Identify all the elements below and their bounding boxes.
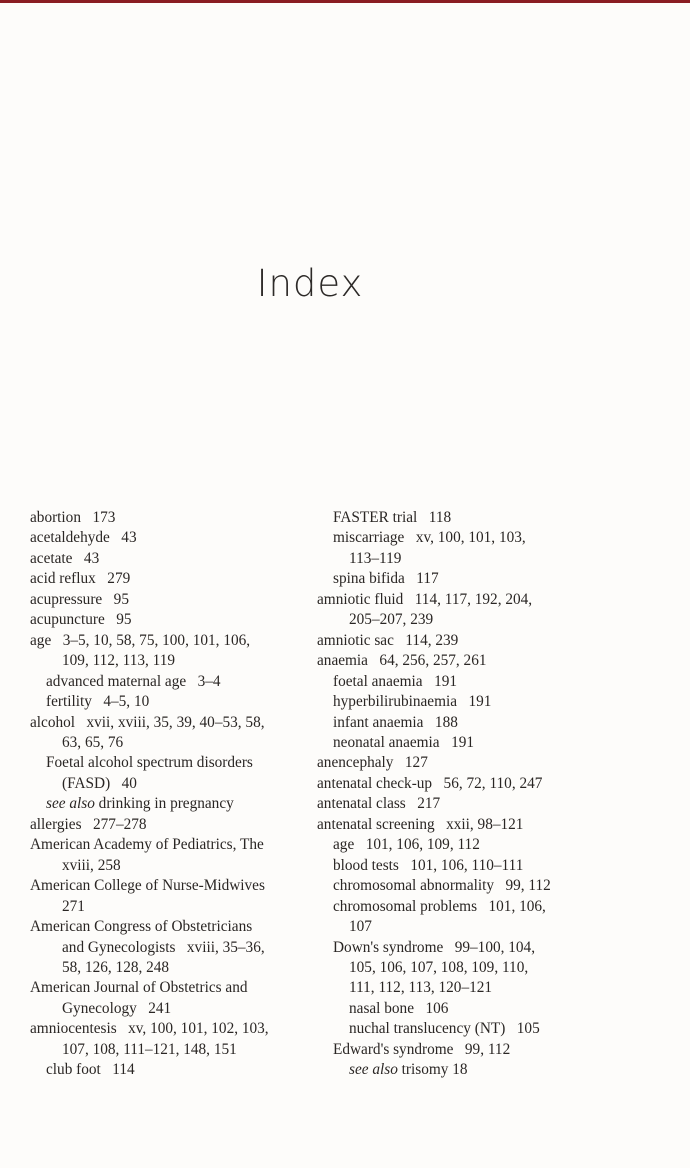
index-entry: (FASD) 40 [62, 774, 137, 792]
index-entry: antenatal check-up 56, 72, 110, 247 [317, 774, 543, 792]
index-entry: Edward's syndrome 99, 112 [333, 1040, 511, 1058]
index-entry: antenatal screening xxii, 98–121 [317, 815, 524, 833]
index-entry: acetate 43 [30, 549, 100, 567]
index-entry: hyperbilirubinaemia 191 [333, 693, 492, 711]
index-entry: 58, 126, 128, 248 [62, 958, 170, 976]
index-entry: amniocentesis xv, 100, 101, 102, 103, [30, 1020, 269, 1038]
index-entry: see also drinking in pregnancy [46, 795, 234, 813]
index-entry: 63, 65, 76 [62, 733, 124, 751]
index-entry: fertility 4–5, 10 [46, 693, 150, 711]
index-entry: acupuncture 95 [30, 611, 132, 629]
index-entry: acetaldehyde 43 [30, 529, 137, 547]
index-entry: American Academy of Pediatrics, The [30, 836, 264, 854]
index-entry: 105, 106, 107, 108, 109, 110, [349, 958, 529, 976]
index-entry: alcohol xvii, xviii, 35, 39, 40–53, 58, [30, 713, 265, 731]
index-entry: anencephaly 127 [317, 754, 428, 772]
index-entry: age 101, 106, 109, 112 [333, 836, 480, 854]
index-column-right [317, 508, 617, 1081]
index-entry: advanced maternal age 3–4 [46, 672, 221, 690]
index-entry: miscarriage xv, 100, 101, 103, [333, 529, 526, 547]
index-entry: neonatal anaemia 191 [333, 733, 475, 751]
index-entry: abortion 173 [30, 509, 116, 526]
index-entry: 205–207, 239 [349, 611, 434, 629]
index-entry: spina bifida 117 [333, 570, 439, 588]
index-entry: 107 [349, 918, 372, 936]
index-entry: infant anaemia 188 [333, 713, 458, 731]
index-entry: amniotic fluid 114, 117, 192, 204, [317, 590, 533, 608]
page-title: Index [256, 262, 364, 305]
index-entry: 111, 112, 113, 120–121 [349, 979, 493, 997]
index-column-left [30, 508, 305, 1081]
index-entry: blood tests 101, 106, 110–111 [333, 856, 524, 874]
index-entry: acid reflux 279 [30, 570, 131, 588]
index-entry: American Congress of Obstetricians [30, 918, 253, 936]
index-entry: 271 [62, 897, 85, 915]
index-entry: anaemia 64, 256, 257, 261 [317, 652, 487, 670]
index-entry: nuchal translucency (NT) 105 [349, 1020, 540, 1038]
index-entry: xviii, 258 [62, 856, 121, 874]
index-entry: and Gynecologists xviii, 35–36, [62, 938, 265, 956]
top-edge-rule [0, 0, 690, 3]
index-entry: acupressure 95 [30, 590, 129, 608]
index-entry: Down's syndrome 99–100, 104, [333, 938, 536, 956]
index-entry: club foot 114 [46, 1061, 135, 1079]
index-entry: foetal anaemia 191 [333, 672, 458, 690]
index-entry: chromosomal abnormality 99, 112 [333, 877, 551, 895]
index-entry: American Journal of Obstetrics and [30, 979, 248, 997]
index-entry: see also trisomy 18 [349, 1061, 468, 1079]
index-entry: nasal bone 106 [349, 999, 449, 1017]
index-entry: age 3–5, 10, 58, 75, 100, 101, 106, [30, 631, 251, 649]
index-entry: amniotic sac 114, 239 [317, 631, 459, 649]
index-entry: FASTER trial 118 [333, 509, 452, 526]
index-entry: Foetal alcohol spectrum disorders [46, 754, 253, 772]
index-entry: allergies 277–278 [30, 815, 147, 833]
index-entry: chromosomal problems 101, 106, [333, 897, 546, 915]
index-entry: Gynecology 241 [62, 999, 172, 1017]
index-entry: antenatal class 217 [317, 795, 441, 813]
index-entry: 107, 108, 111–121, 148, 151 [62, 1040, 237, 1058]
index-entry: American College of Nurse-Midwives [30, 877, 265, 895]
index-entry: 113–119 [349, 549, 402, 567]
index-entry: 109, 112, 113, 119 [62, 652, 176, 670]
